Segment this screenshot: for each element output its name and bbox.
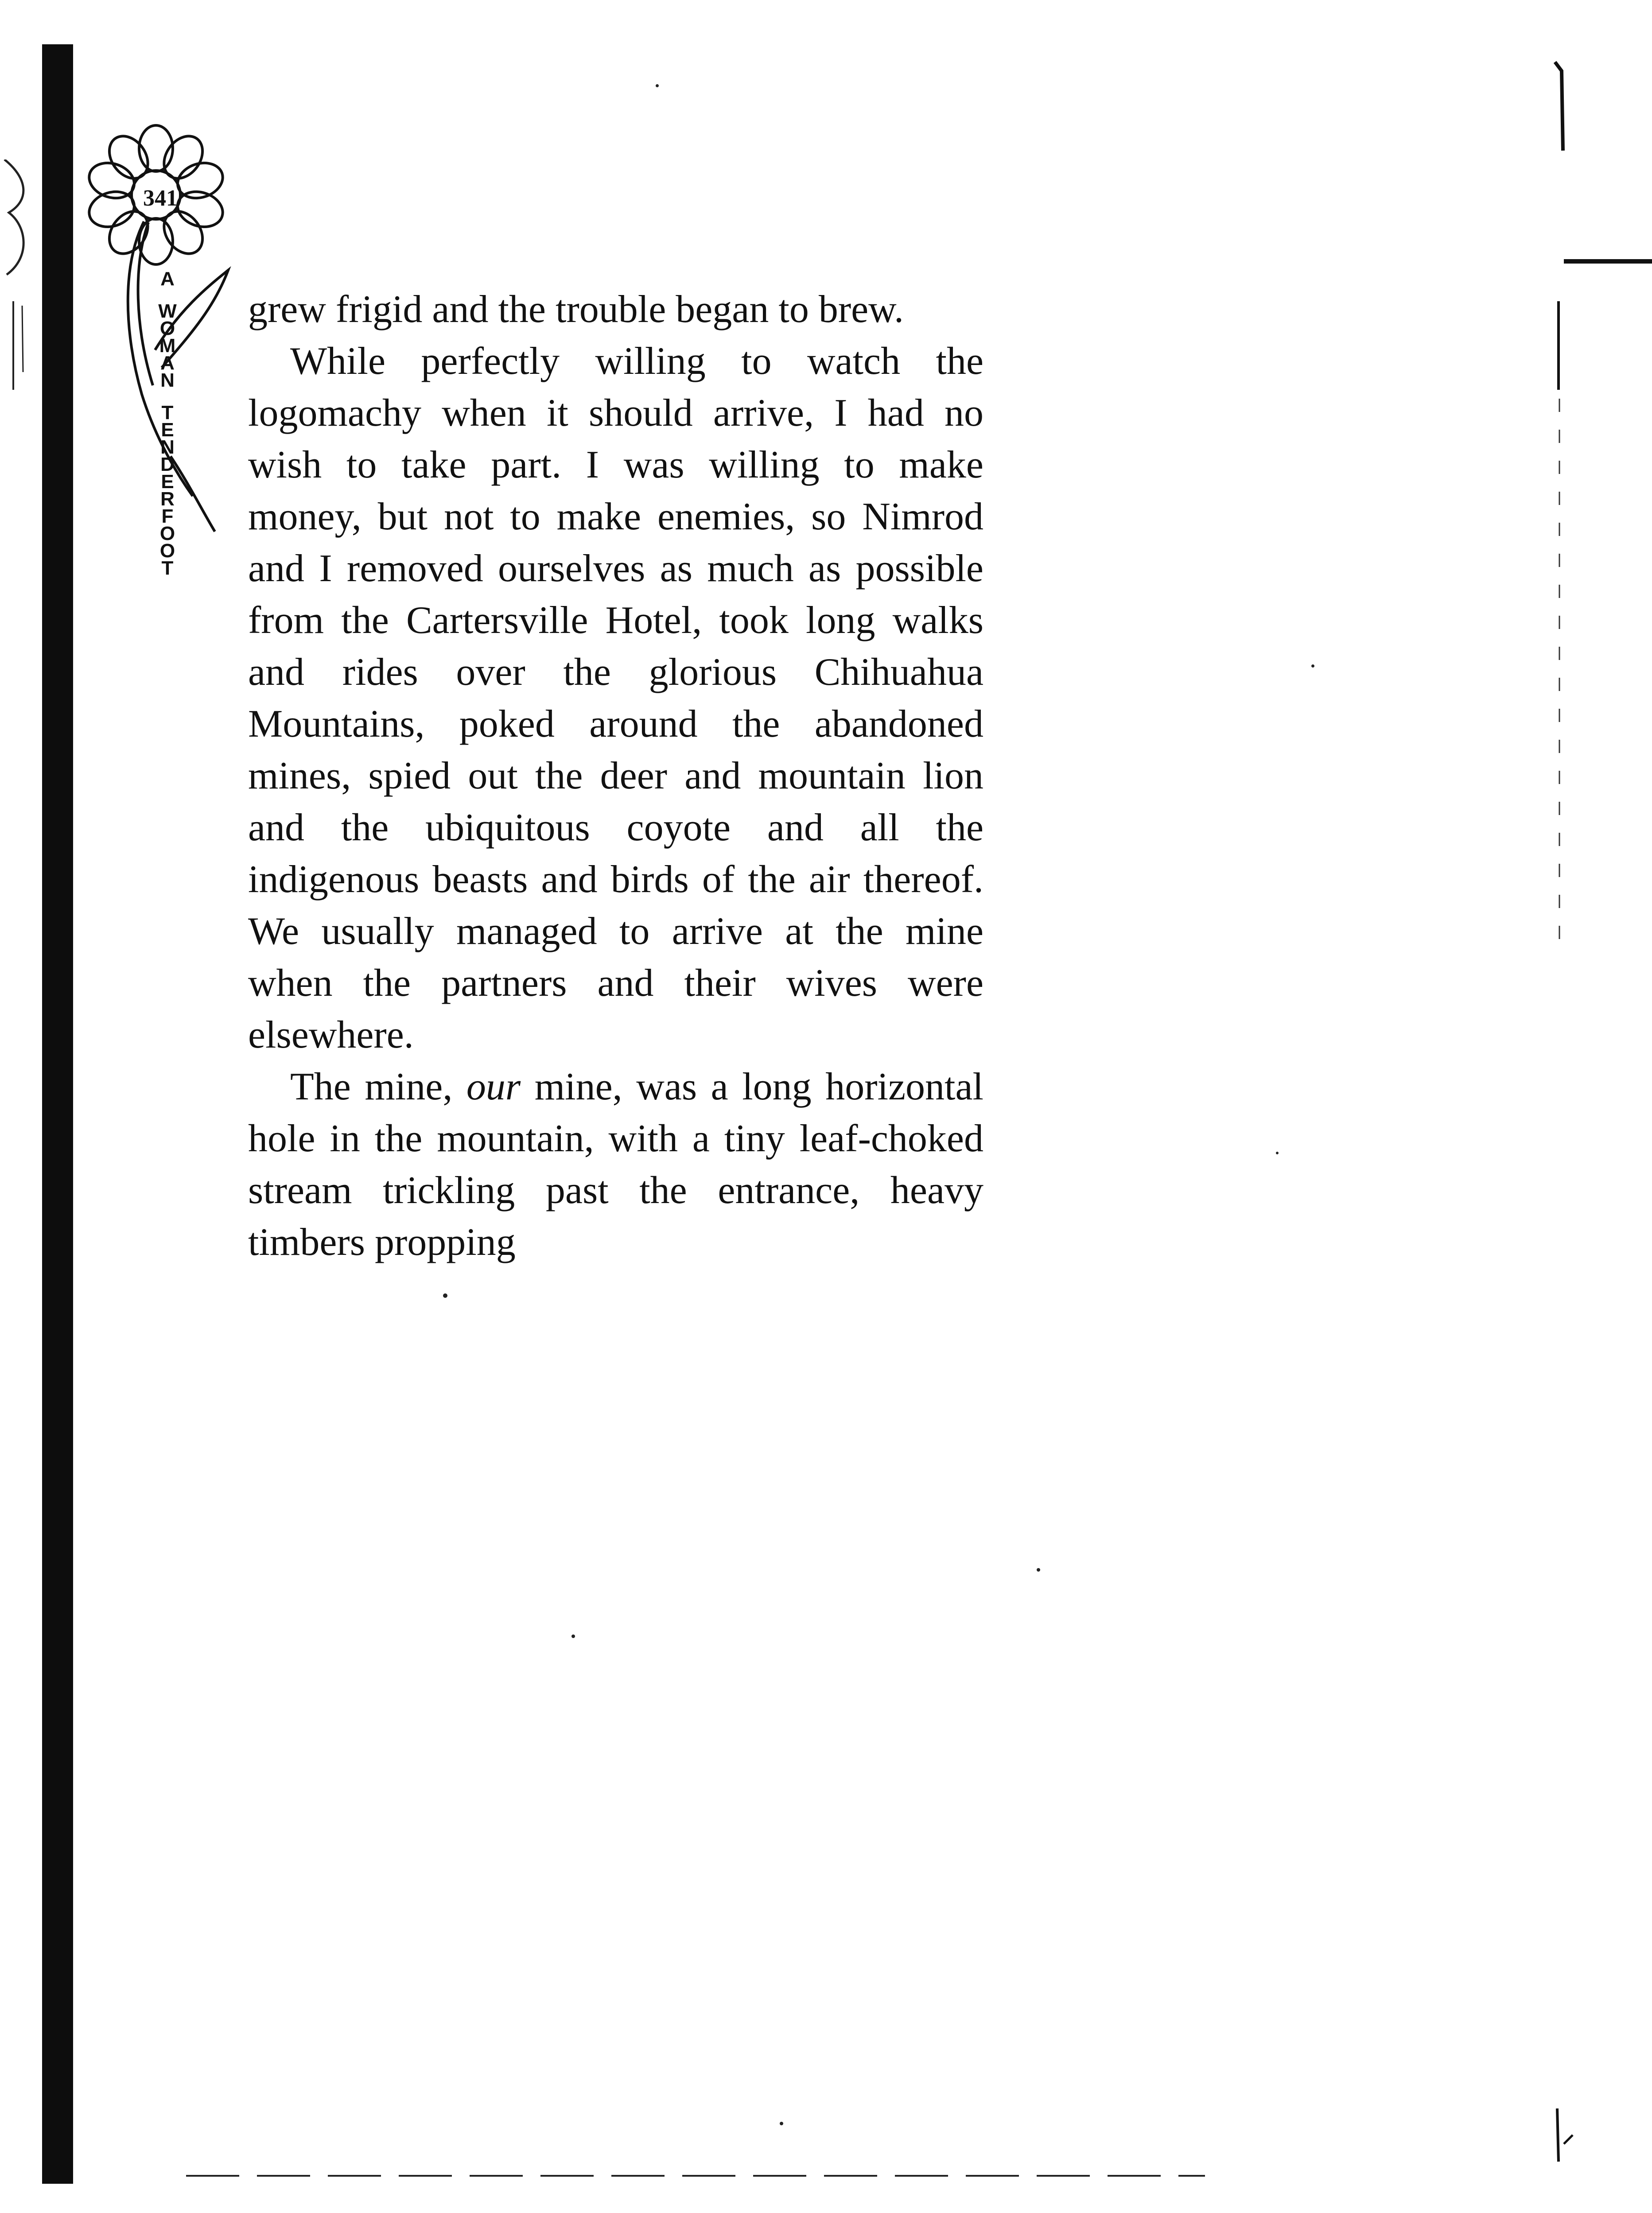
running-title-letter: O bbox=[159, 318, 175, 339]
running-title-letter: F bbox=[161, 505, 174, 527]
emphasized-word: our bbox=[466, 1065, 521, 1108]
scan-speck bbox=[1311, 664, 1314, 668]
scan-speck bbox=[656, 84, 659, 87]
scan-speck bbox=[780, 2122, 783, 2125]
running-title-letter: A bbox=[160, 268, 175, 290]
running-title-letter: T bbox=[161, 557, 174, 579]
scan-speck bbox=[1276, 1152, 1279, 1154]
right-margin-scan-artifacts bbox=[1537, 53, 1652, 2201]
scan-speck bbox=[443, 1293, 447, 1298]
running-title-letter: D bbox=[160, 454, 175, 475]
running-title bbox=[150, 270, 185, 669]
running-title-letter: E bbox=[161, 419, 174, 441]
running-title-letter: N bbox=[160, 436, 175, 458]
running-title-letter: E bbox=[161, 471, 174, 493]
running-title-letter: W bbox=[158, 300, 177, 322]
bottom-scan-line bbox=[186, 2175, 1205, 2177]
running-title-letter: T bbox=[161, 402, 174, 423]
running-title-letter: O bbox=[159, 540, 175, 562]
paragraph-text: mine, was a long horizontal hole in the mountain, with a tiny leaf-choked stream trickling past the entrance, heavy timbers propping bbox=[248, 1065, 983, 1264]
paragraph: grew frigid and the trouble began to brew. bbox=[248, 288, 904, 331]
body-text bbox=[248, 283, 983, 1268]
running-title-letter: M bbox=[159, 335, 176, 357]
running-title-letter: O bbox=[159, 523, 175, 544]
scan-speck bbox=[571, 1635, 575, 1638]
page-number: 341 bbox=[143, 186, 178, 211]
binding-edge bbox=[42, 44, 73, 2184]
paragraph: While perfectly willing to watch the logomachy when it should arrive, I had no wish to take part. I was willing to make money, but not to make enemies, so Nimrod and I removed ourselves as much as possible from the Cartersville Hotel, took long walks and rides over the glorious Chihuahua Mountains, poked around the abandoned mines, spied out the deer and mountain lion and the ubiquitous coyote and all the indigenous beasts and birds of the air thereof. We usually managed to arrive at the mine when the partners and their wives were elsewhere. bbox=[248, 340, 983, 1056]
running-title-letter: A bbox=[160, 352, 175, 374]
paragraph-text: The mine, bbox=[290, 1065, 466, 1108]
running-title-letter: N bbox=[160, 369, 175, 391]
running-title-letter: R bbox=[160, 488, 175, 510]
paragraph bbox=[248, 1061, 983, 1268]
page-curl-artifact bbox=[0, 159, 35, 408]
scan-speck bbox=[1037, 1568, 1040, 1572]
